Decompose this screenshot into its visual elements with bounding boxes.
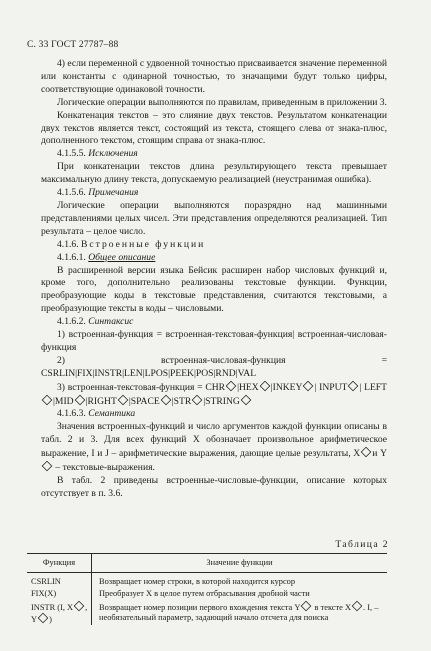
string-symbol-icon — [352, 601, 363, 612]
section-heading: 4.1.6.1. Общее описание — [57, 251, 156, 263]
string-symbol-icon — [74, 601, 85, 612]
string-symbol-icon — [38, 613, 49, 624]
body-text — [41, 58, 387, 501]
string-symbol-icon — [259, 380, 270, 391]
function-cell: INSTR (I, X , Y ) — [27, 599, 92, 625]
column-header: Функция — [27, 554, 92, 573]
table-row — [27, 599, 387, 625]
section-heading: 4.1.5.6. Примечания — [57, 187, 139, 199]
section-heading: 4.1.5.5. Исключения — [57, 148, 138, 160]
string-symbol-icon — [192, 394, 203, 405]
string-symbol-icon — [348, 380, 359, 391]
paragraph: Логические операции выполняются поразрядно над машинными представлениями целых чисел. Эти представления определяются реализацией. Тип результата – целое число. — [41, 199, 387, 237]
description-cell: Преобразует X в целое путем отбрасывания дробной части — [99, 589, 310, 598]
section-heading: 4.1.6.3. Семантика — [57, 408, 136, 420]
string-symbol-icon — [226, 380, 237, 391]
syntax-rule: 2) встроенная-числовая-функция = CSRLIN|FIX|INSTR|LEN|LPOS|PEEK|POS|RND|VAL — [41, 354, 387, 379]
string-symbol-icon — [74, 394, 85, 405]
string-symbol-icon — [301, 601, 312, 612]
paragraph: 4) если переменной с удвоенной точностью присваивается значение переменной или константы с одинарной точностью, то значащими будут только цифры, соответствующие одинаковой точности. — [41, 58, 388, 95]
paragraph: Конкатенация текстов – это слияние двух текстов. Результатом конкатенации двух текстов является текст, состоящий из текста, стоящего слева от знака-плюс, дополненного текстом, стоящим справа от знака-плюс. — [41, 109, 387, 147]
description-cell: Возвращает номер строки, в которой находится курсор — [99, 577, 296, 586]
paragraph: В табл. 2 приведены встроенные-числовые-функции, описание которых отсутствует в п. 3.6. — [41, 475, 387, 499]
string-symbol-icon — [118, 394, 129, 405]
function-cell: FIX(X) — [27, 587, 92, 599]
string-symbol-icon — [303, 380, 314, 391]
paragraph: В расширенной версии языка Бейсик расширен набор числовых функций и, кроме того, дополнительно реализованы текстовые функции. Функции, преобразующие коды в текстовые представления, считаются текстовыми, а преобразующие тексты в коды – числовыми. — [41, 264, 387, 315]
description-cell: Возвращает номер позиции первого вхождения текста Y в тексте X . I, – необязательный параметр, задающий начало отсчета для поиска — [92, 599, 388, 625]
paragraph: Логические операции выполняются по правилам, приведенным в приложении 3. — [57, 96, 387, 108]
string-symbol-icon — [42, 394, 53, 405]
syntax-rule: 3) встроенная-текстовая-функция = CHR |HEX |INKEY | INPUT | LEFT|MID |RIGHT |SPACE |STR |STRING — [41, 381, 387, 409]
table-caption: Таблица 2 — [335, 539, 389, 550]
section-heading: 4.1.6. Встроенные функции — [57, 238, 206, 250]
table-row — [27, 587, 387, 599]
section-heading: 4.1.6.2. Синтаксис — [57, 316, 134, 328]
function-cell: CSRLIN — [27, 573, 92, 588]
syntax-rule: 1) встроенная-функция = встроенная-текстовая-функция| встроенная-числовая-функция — [41, 329, 387, 353]
page-header: С. 33 ГОСТ 27787–88 — [27, 40, 119, 50]
string-symbol-icon — [160, 394, 171, 405]
paragraph: Значения встроенных-функций и число аргументов каждой функции описаны в табл. 2 и 3. Для всех функций X обозначает произвольное арифметическое выражение, I и J – арифметические выражения, дающие целые результаты, X и Y – текстовые-выражения. — [41, 421, 388, 474]
table-row — [27, 573, 387, 588]
string-symbol-icon — [361, 447, 372, 458]
paragraph: При конкатенации текстов длина результирующего текста превышает максимальную длину текста, допускаемую реализацией (неустранимая ошибка). — [41, 161, 387, 186]
column-header: Значение функции — [92, 554, 388, 573]
functions-table — [27, 553, 387, 625]
string-symbol-icon — [241, 394, 252, 405]
string-symbol-icon — [42, 461, 53, 472]
table-header-row — [27, 554, 387, 573]
